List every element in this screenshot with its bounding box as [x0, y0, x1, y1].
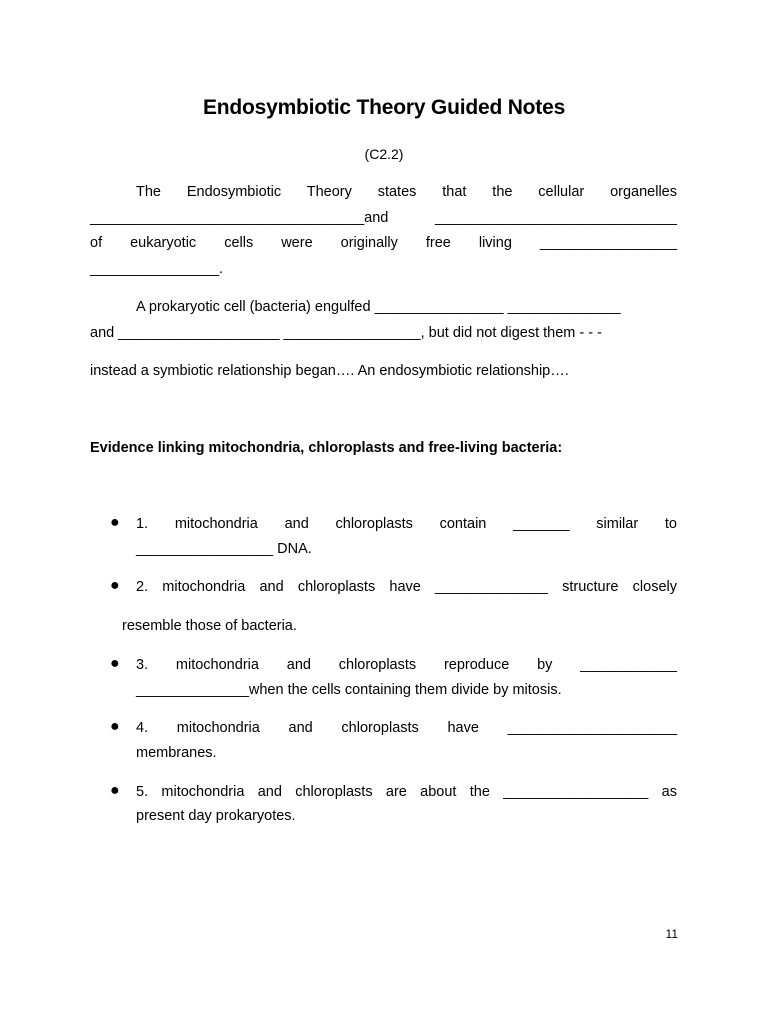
item-3-line-2: ______________when the cells containing them divide by mitosis.: [136, 682, 562, 698]
page-subtitle: (C2.2): [364, 146, 404, 162]
bullet-icon: ●: [110, 514, 120, 531]
item-4-line-1: 4. mitochondria and chloroplasts have _____________________: [136, 720, 677, 736]
bullet-icon: ●: [110, 577, 120, 594]
bullet-icon: ●: [110, 655, 120, 672]
item-5-line-2: present day prokaryotes.: [136, 808, 296, 824]
para2-line-3: instead a symbiotic relationship began…. An endosymbiotic relationship….: [90, 363, 569, 379]
para2-line-2: and ____________________ _________________, but did not digest them - - -: [90, 325, 602, 341]
para1-line-4: ________________.: [90, 261, 224, 277]
page-number: 11: [665, 927, 678, 941]
item-2-line-2: resemble those of bacteria.: [122, 618, 297, 634]
page-title: Endosymbiotic Theory Guided Notes: [202, 96, 566, 119]
item-2-line-1: 2. mitochondria and chloroplasts have ______________ structure closely: [136, 579, 677, 595]
item-1-line-1: 1. mitochondria and chloroplasts contain _______ similar to: [136, 516, 677, 532]
para2-line-1: A prokaryotic cell (bacteria) engulfed ________________ ______________: [136, 299, 621, 315]
item-1-line-2: _________________ DNA.: [136, 541, 312, 557]
evidence-heading: Evidence linking mitochondria, chloroplasts and free-living bacteria:: [90, 440, 563, 456]
item-5-line-1: 5. mitochondria and chloroplasts are about the __________________ as: [136, 784, 677, 800]
bullet-icon: ●: [110, 782, 120, 799]
para1-line-1: The Endosymbiotic Theory states that the cellular organelles: [136, 184, 677, 200]
item-3-line-1: 3. mitochondria and chloroplasts reproduce by ____________: [136, 657, 677, 673]
item-4-line-2: membranes.: [136, 745, 217, 761]
para1-line-2: __________________________________and ______________________________: [90, 210, 677, 226]
para1-line-3: of eukaryotic cells were originally free living _________________: [90, 235, 677, 251]
bullet-icon: ●: [110, 718, 120, 735]
